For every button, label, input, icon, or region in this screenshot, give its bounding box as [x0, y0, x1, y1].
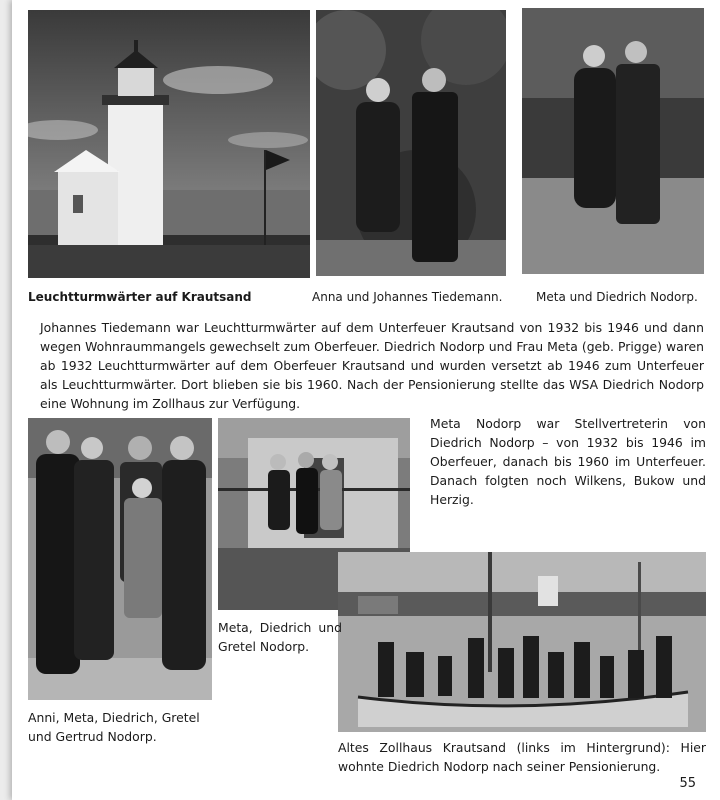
trio-caption: Meta, Diedrich und Gretel Nodorp. [218, 620, 342, 654]
family-photo [28, 418, 212, 700]
lighthouse-caption: Leuchtturmwärter auf Krautsand [28, 290, 252, 304]
family-caption: Anni, Meta, Diedrich, Gretel und Gertrud Nodorp. [28, 710, 200, 744]
main-paragraph: Johannes Tiedemann war Leuchtturmwärter auf dem Unterfeuer Krautsand von 1932 bis 1946 und dann wegen Wohnraummangels gewechselt zum Oberfeuer. Diedrich Nodorp und Frau Meta (geb. Prigge) waren ab 1932 Leuchtturmwärter auf dem Oberfeuer Krautsand und wurden versetzt ab 1946 zum Unterfeuer als Leuchtturmwärter. Dort blieben sie bis 1960. Nach der Pensionierung stellte das WSA Diedrich Nodorp eine Wohnung im Zollhaus zur Verfügung. [40, 320, 704, 411]
zollhaus-caption: Altes Zollhaus Krautsand (links im Hintergrund): Hier wohnte Diedrich Nodorp nach seiner Pensionierung. [338, 740, 706, 774]
book-page [12, 0, 720, 800]
page-number: 55 [679, 776, 696, 791]
tiedemann-caption: Anna und Johannes Tiedemann. [312, 290, 503, 304]
nodorp-couple-photo [522, 8, 704, 274]
side-paragraph: Meta Nodorp war Stellvertreterin von Diedrich Nodorp – von 1932 bis 1946 im Oberfeuer, danach bis 1960 im Unterfeuer. Danach folgten noch Wilkens, Bukow und Herzig. [430, 416, 706, 507]
nodorp-couple-caption: Meta und Diedrich Nodorp. [536, 290, 698, 304]
zollhaus-boat-photo [338, 552, 706, 732]
lighthouse-photo [28, 10, 310, 278]
tiedemann-photo [316, 10, 506, 276]
